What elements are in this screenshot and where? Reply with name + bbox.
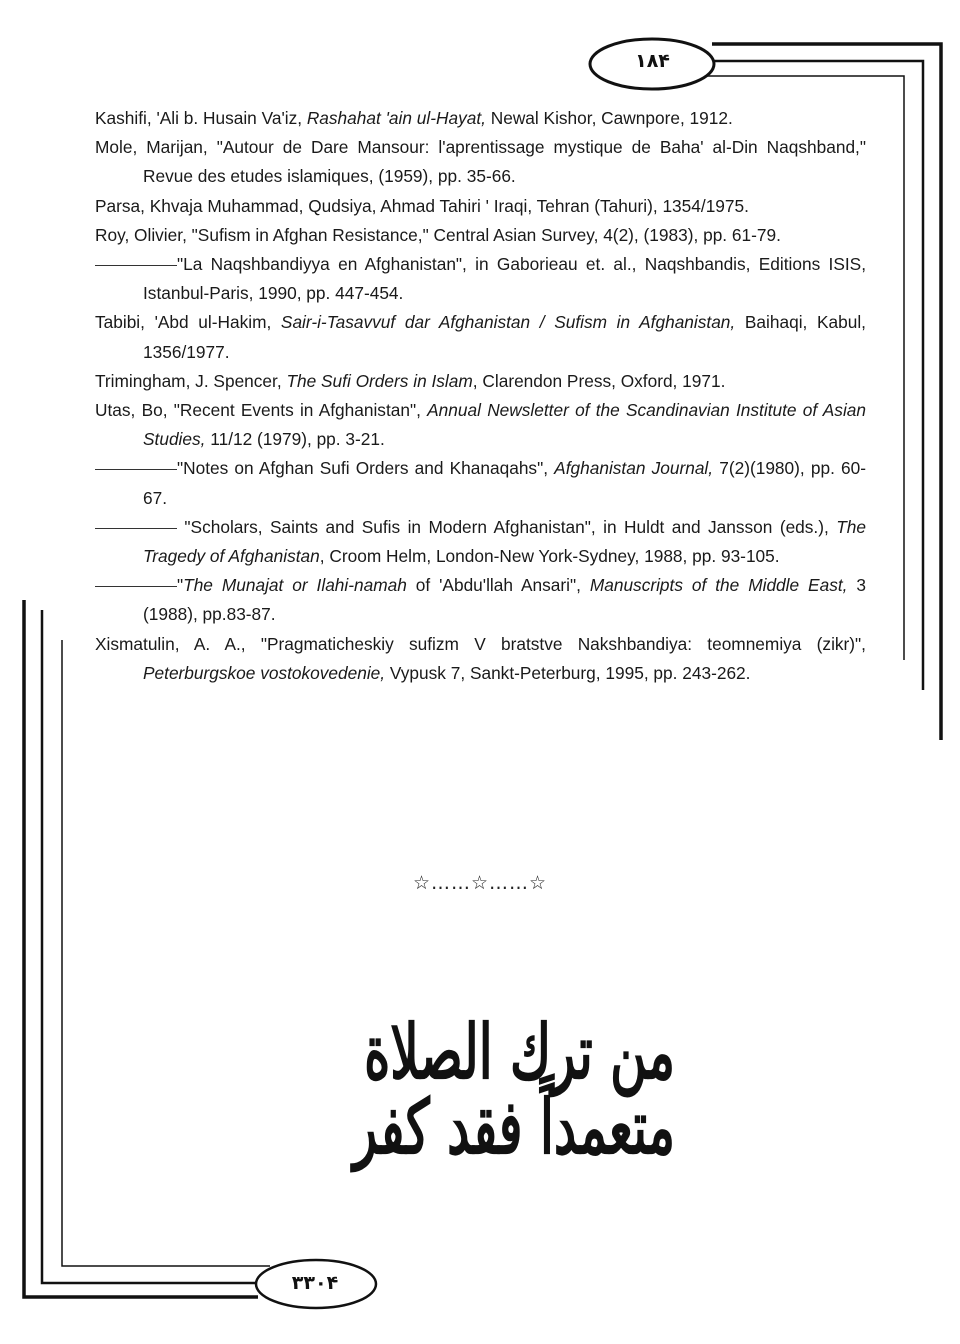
- entry-text: ": [177, 575, 184, 596]
- entry-text: 7(2)(1980), pp. 60-67.: [143, 458, 867, 508]
- section-separator-stars: ☆……☆……☆: [412, 872, 548, 894]
- entry-title-italic: The Munajat or Ilahi-namah: [183, 575, 407, 596]
- bibliography-entry: [95, 308, 866, 366]
- entry-title-italic: Manuscripts of the Middle East,: [589, 575, 848, 596]
- page-number-top: ۱۸۴: [635, 50, 670, 72]
- entry-text: Roy, Olivier, "Sufism in Afghan Resistance," Central Asian Survey, 4(2), (1983), pp. 61-79.: [95, 224, 781, 245]
- bibliography-entry: [95, 133, 866, 191]
- bibliography-entry: [95, 367, 866, 396]
- entry-title-italic: Annual Newsletter of the Scandinavian Institute of Asian Studies,: [143, 400, 867, 450]
- entry-text: "Scholars, Saints and Sufis in Modern Afghanistan", in Huldt and Jansson (eds.),: [177, 516, 837, 537]
- bibliography-entry: [95, 250, 866, 308]
- entry-title-italic: The Sufi Orders in Islam: [286, 370, 473, 391]
- ditto-dash-same-author: [95, 528, 177, 529]
- entry-text: Kashifi, 'Ali b. Husain Va'iz,: [95, 108, 307, 128]
- arabic-calligraphy-ornament: [290, 1007, 675, 1171]
- bibliography-entry: [95, 571, 866, 629]
- entry-text: Tabibi, 'Abd ul-Hakim,: [95, 312, 281, 333]
- entry-title-italic: Sair-i-Tasavvuf dar Afghanistan / Sufism in Afghanistan,: [280, 312, 736, 333]
- bibliography-entry: [95, 513, 866, 571]
- entry-text: , Clarendon Press, Oxford, 1971.: [472, 370, 726, 391]
- entry-text: Trimingham, J. Spencer,: [95, 370, 287, 391]
- bibliography-entry: [95, 192, 866, 221]
- calligraphy-text: من ترك الصلاة متعمداً فقد كفر: [353, 1007, 675, 1171]
- ditto-dash-same-author: [95, 586, 177, 587]
- entry-text: Baihaqi, Kabul, 1356/1977.: [143, 312, 866, 362]
- entry-title-italic: The Tragedy of Afghanistan: [143, 516, 866, 567]
- bibliography-entry: [95, 104, 866, 133]
- ditto-dash-same-author: [95, 265, 177, 266]
- entry-text: Vypusk 7, Sankt-Peterburg, 1995, pp. 243-262.: [385, 662, 751, 683]
- ditto-dash-same-author: [95, 469, 177, 470]
- entry-text: 3 (1988), pp.83-87.: [143, 575, 866, 625]
- entry-text: Utas, Bo, "Recent Events in Afghanistan",: [95, 400, 428, 421]
- entry-text: "Notes on Afghan Sufi Orders and Khanaqahs",: [177, 458, 555, 479]
- bibliography-entry: [95, 221, 866, 250]
- entry-title-italic: Peterburgskoe vostokovedenie,: [143, 662, 386, 683]
- entry-text: "La Naqshbandiyya en Afghanistan", in Gaborieau et. al., Naqshbandis, Editions ISIS, Istanbul-Paris, 1990, pp. 447-454.: [143, 254, 866, 304]
- bibliography-list: [95, 104, 866, 688]
- entry-text: 11/12 (1979), pp. 3-21.: [205, 429, 385, 450]
- bibliography-entry: [95, 454, 866, 512]
- page-number-bottom: ۳۳۰۴: [291, 1272, 339, 1294]
- entry-text: of 'Abdu'llah Ansari",: [406, 575, 590, 596]
- bibliography-entry: [95, 630, 866, 688]
- bibliography-entry: [95, 396, 866, 454]
- entry-text: Parsa, Khvaja Muhammad, Qudsiya, Ahmad Tahiri ' Iraqi, Tehran (Tahuri), 1354/1975.: [95, 195, 749, 216]
- entry-text: Mole, Marijan, "Autour de Dare Mansour: l'aprentissage mystique de Baha' al-Din Naqshband," Revue des etudes islamiques, (1959), pp. 35-66.: [95, 137, 866, 187]
- entry-text: Newal Kishor, Cawnpore, 1912.: [485, 108, 733, 128]
- entry-title-italic: Afghanistan Journal,: [554, 458, 714, 479]
- entry-text: Xismatulin, A. A., "Pragmaticheskiy sufizm V bratstve Nakshbandiya: teomnemiya (zikr)",: [95, 633, 866, 654]
- entry-text: , Croom Helm, London-New York-Sydney, 1988, pp. 93-105.: [319, 546, 780, 567]
- entry-title-italic: Rashahat 'ain ul-Hayat,: [306, 108, 486, 128]
